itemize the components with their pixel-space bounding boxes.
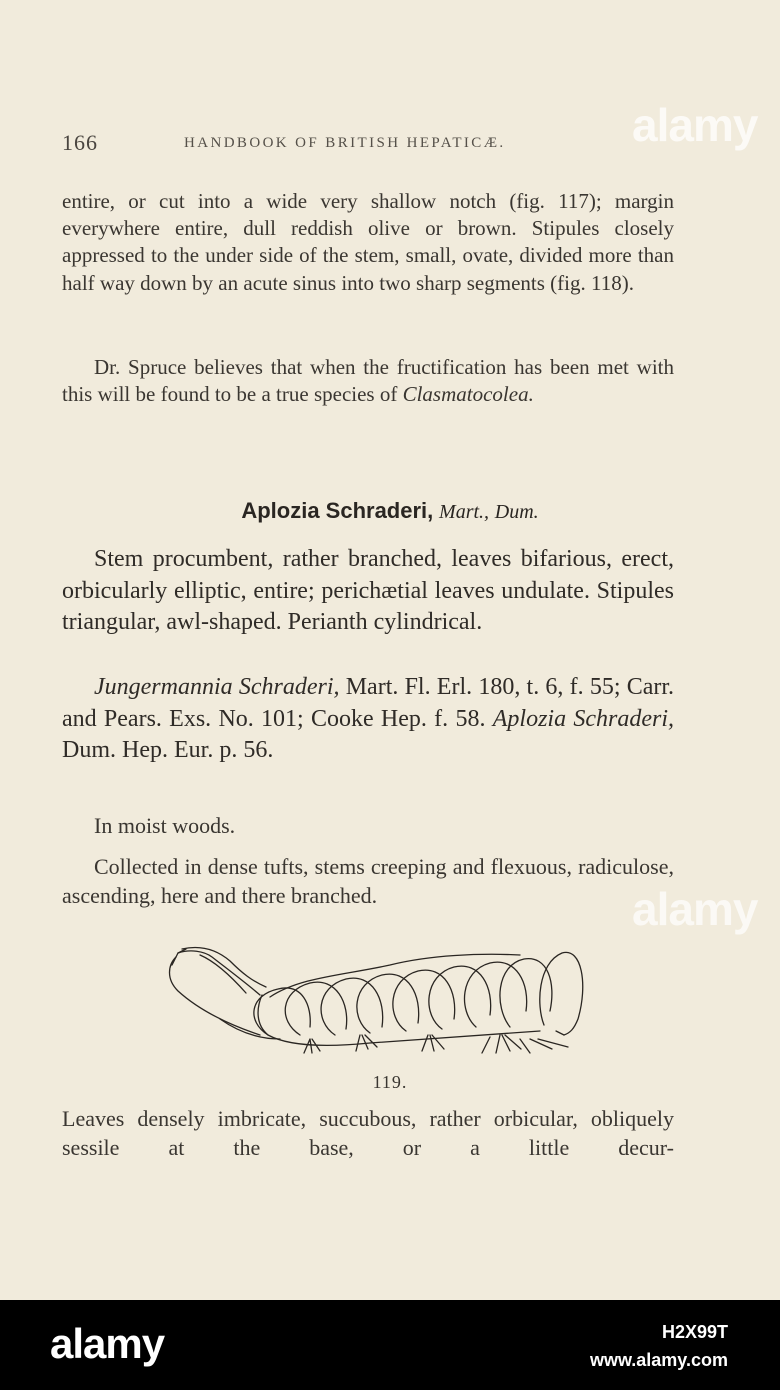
leaf xyxy=(321,978,383,1035)
image-id: H2X99T xyxy=(661,1322,728,1342)
running-head xyxy=(62,130,672,160)
genus-name: Clasmatocolea. xyxy=(402,382,534,407)
spruce-paragraph xyxy=(62,354,674,408)
leaf xyxy=(393,970,455,1031)
alamy-logo: alamy xyxy=(50,1320,165,1367)
watermark: alamy xyxy=(632,883,758,935)
reference-text-1: Mart. Fl. Erl. 180, t. 6, f. 55; Carr. and Pears. Exs. No. 101; Cooke Hep. f. 58. xyxy=(62,674,675,732)
species-name: Aplozia Schraderi, xyxy=(241,498,434,523)
stock-footer-bar xyxy=(0,1300,780,1390)
leaves-paragraph: Leaves densely imbricate, succubous, rather orbicular, obliquely sessile at the base, or a little decur- xyxy=(62,1106,674,1160)
synonymy-references xyxy=(62,672,674,767)
species-authority-1: Mart., xyxy=(439,501,490,523)
stem-tip xyxy=(170,957,261,1035)
running-title: HANDBOOK OF BRITISH HEPATICÆ. xyxy=(184,135,506,151)
species-heading xyxy=(0,498,780,524)
collected-paragraph: Collected in dense tufts, stems creeping and flexuous, radiculose, ascending, here and there branched. xyxy=(62,854,674,908)
species-authority-2: Dum. xyxy=(494,501,539,523)
watermark: alamy xyxy=(632,99,758,151)
leaf xyxy=(464,962,526,1027)
leaf xyxy=(285,982,346,1035)
species-description: Stem procumbent, rather branched, leaves bifarious, erect, orbicularly elliptic, entire; perichætial leaves undulate. Stipules triangular, awl-shaped. Perianth cylindrical. xyxy=(62,546,674,635)
leaf xyxy=(357,974,419,1033)
leaf xyxy=(429,966,491,1029)
leaf-apex xyxy=(540,952,583,1035)
figure-caption: 119. xyxy=(372,1072,408,1092)
habitat-line: In moist woods. xyxy=(94,813,236,838)
synonym-2: Aplozia Schraderi, xyxy=(492,705,674,732)
continued-paragraph: entire, or cut into a wide very shallow notch (fig. 117); margin everywhere entire, dull reddish olive or brown. Stipules closely appressed to the under side of the stem, small, ovate, divided more than half way down by an acute sinus into two sharp segments (fig. 118). xyxy=(62,189,674,295)
page-number: 166 xyxy=(62,130,98,155)
figure-119-illustration xyxy=(160,935,590,1070)
synonym-1: Jungermannia Schraderi, xyxy=(94,674,340,700)
site-url: www.alamy.com xyxy=(589,1350,728,1370)
reference-text-2: Dum. Hep. Eur. p. 56. xyxy=(62,737,274,763)
spruce-text: Dr. Spruce believes that when the fructification has been met with this will be found to be a true species of xyxy=(62,355,674,407)
